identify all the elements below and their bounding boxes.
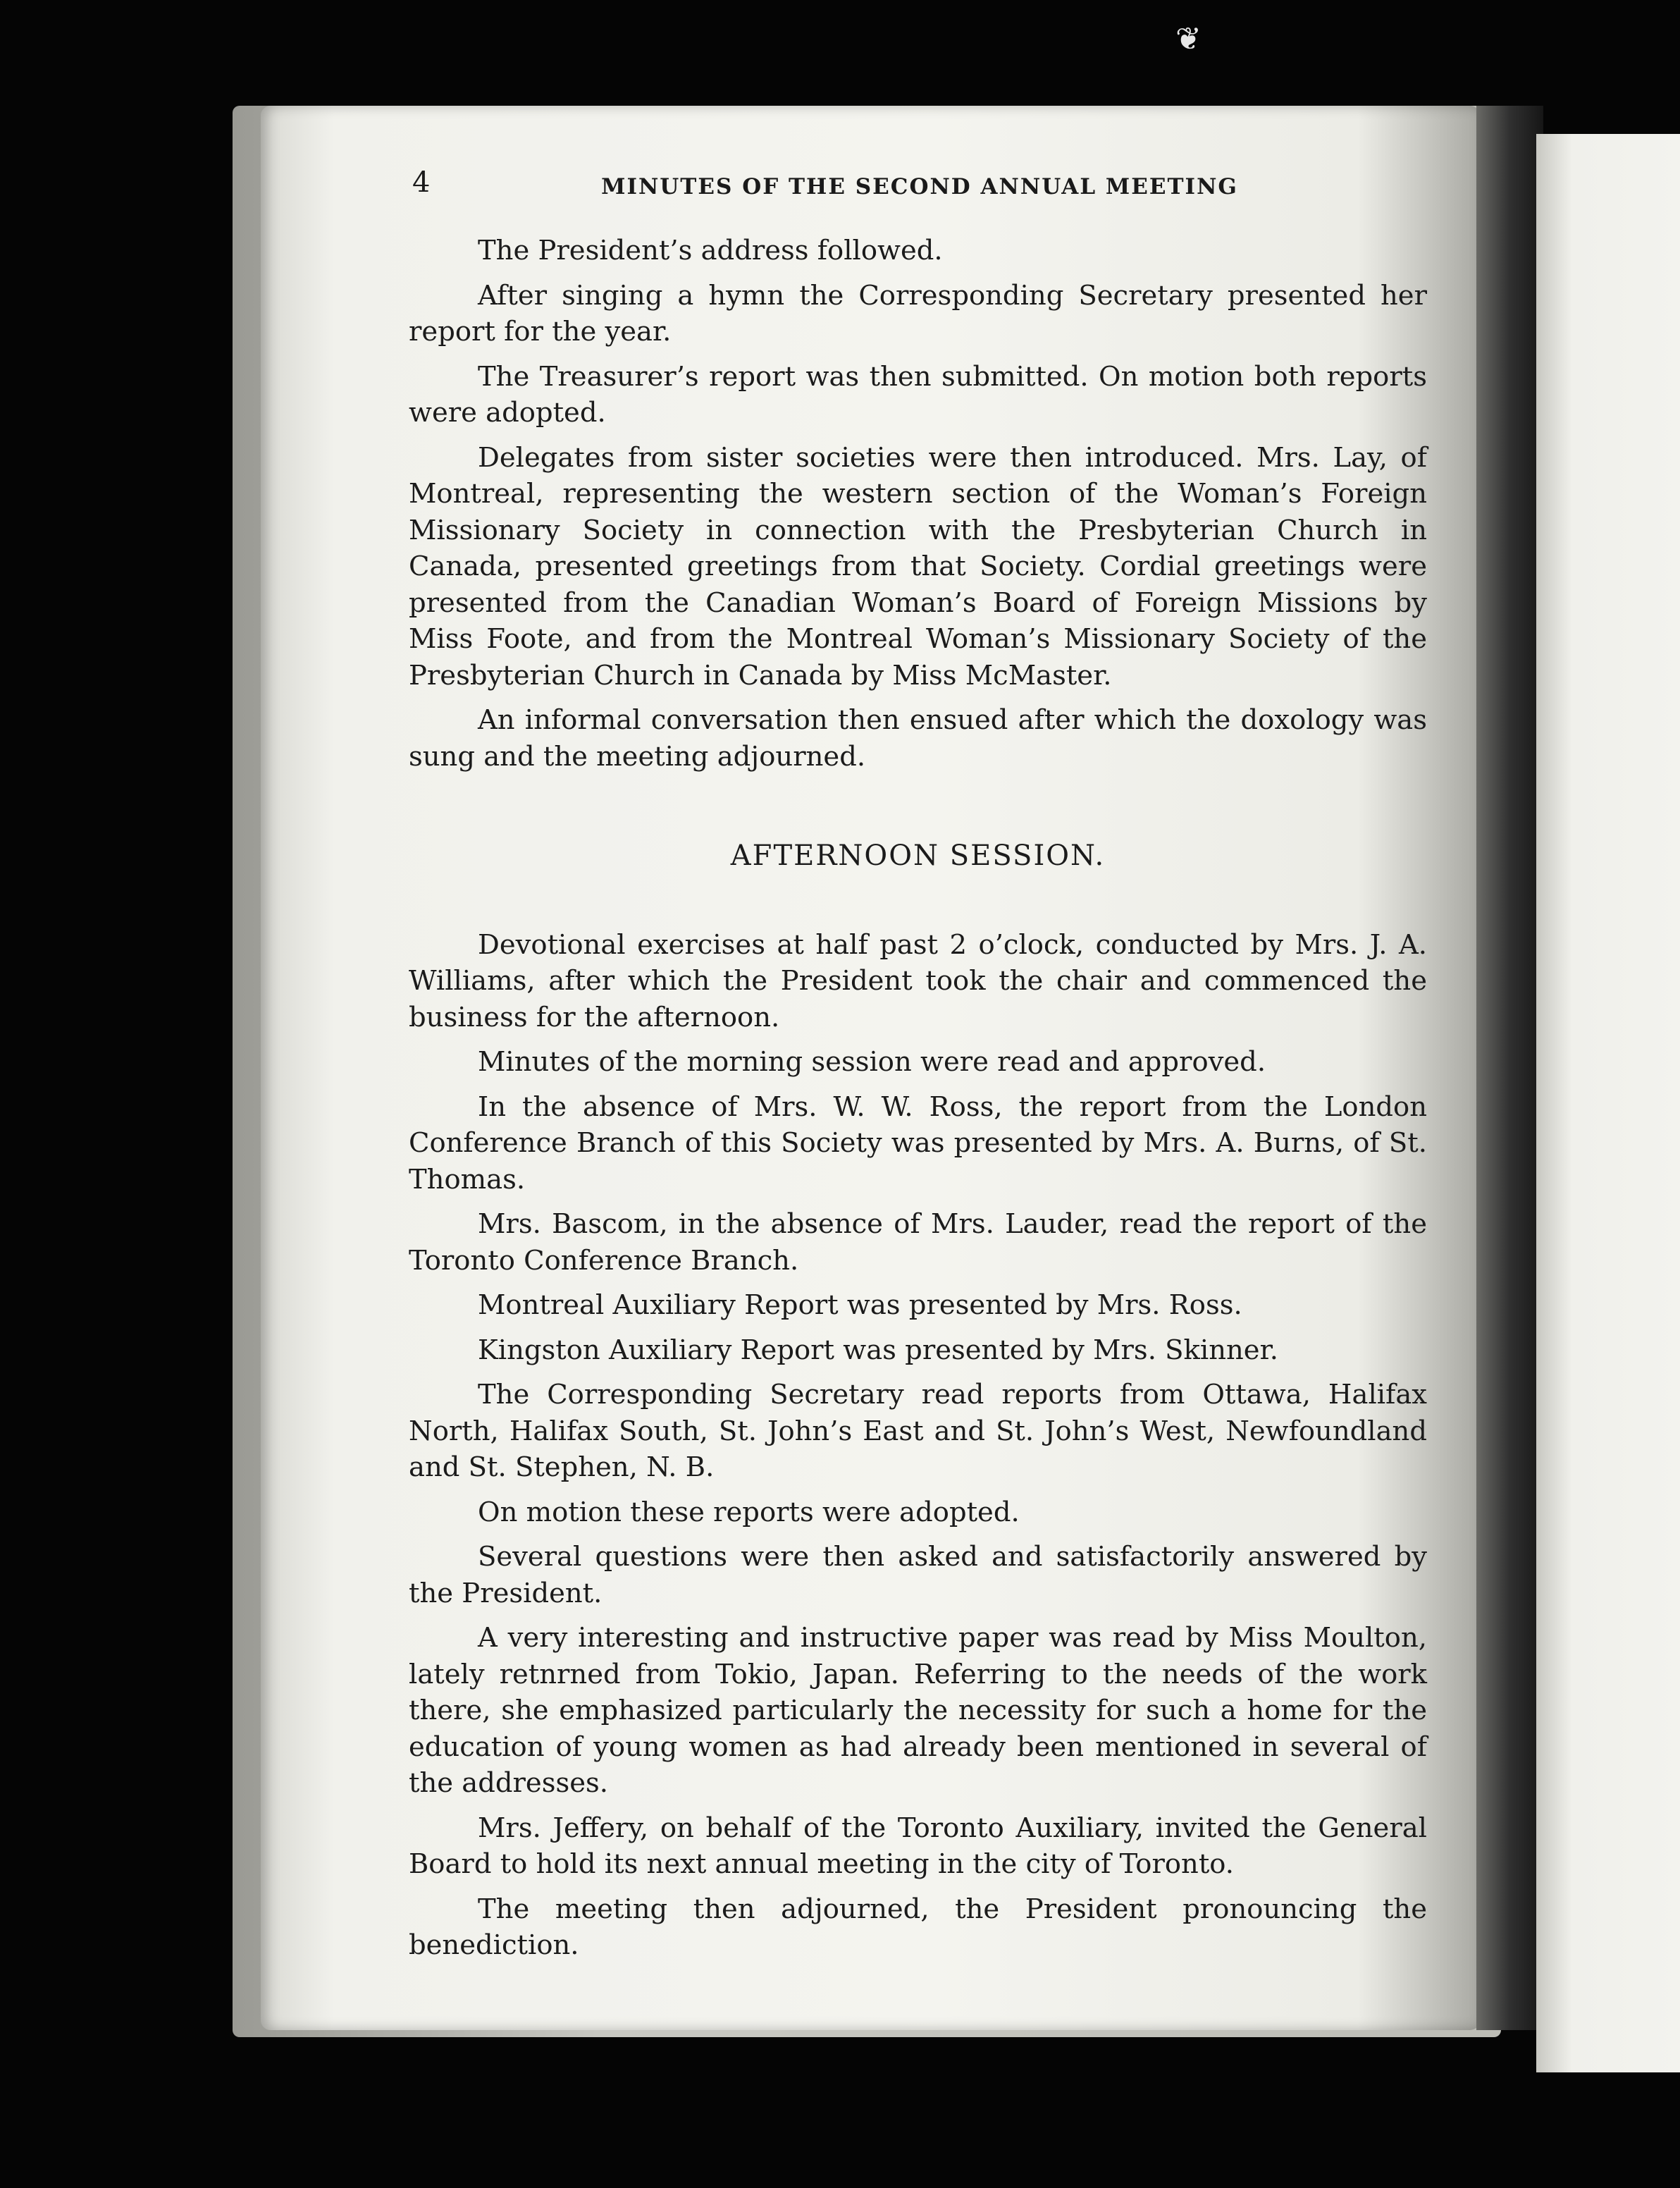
paragraph: After singing a hymn the Corresponding Secretary presented her report for the year.	[409, 279, 1427, 348]
paragraph: The meeting then adjourned, the President pronouncing the benediction.	[409, 1893, 1427, 1961]
paragraph: The President’s address followed.	[478, 235, 943, 266]
section-heading: AFTERNOON SESSION.	[730, 840, 1106, 872]
paragraph: Minutes of the morning session were read and approved.	[478, 1046, 1266, 1078]
margin-mark-icon: ❦	[1175, 21, 1202, 57]
paragraph: Montreal Auxiliary Report was presented by Mrs. Ross.	[478, 1289, 1242, 1321]
paragraph: The Treasurer’s report was then submitted. On motion both reports were adopted.	[409, 360, 1427, 429]
page-body	[409, 233, 1427, 1972]
paragraph: In the absence of Mrs. W. W. Ross, the report from the London Conference Branch of this Society was presented by Mrs. A. Burns, of St. Thomas.	[409, 1090, 1427, 1196]
book-gutter	[1476, 106, 1543, 2030]
afternoon-section	[409, 927, 1427, 1964]
paragraph: The Corresponding Secretary read reports from Ottawa, Halifax North, Halifax South, St. John’s East and St. John’s West, Newfoundland and St. Stephen, N. B.	[409, 1379, 1427, 1483]
morning-section	[409, 233, 1427, 775]
running-head: MINUTES OF THE SECOND ANNUAL MEETING	[601, 174, 1238, 199]
paragraph: A very interesting and instructive paper was read by Miss Moulton, lately retnrned from Tokio, Japan. Referring to the needs of the work there, she emphasized particularly the necessity for such a home for the education of young women as had already been mentioned in several of the addresses.	[409, 1622, 1427, 1799]
paragraph: Mrs. Bascom, in the absence of Mrs. Lauder, read the report of the Toronto Conference Branch.	[409, 1208, 1427, 1277]
paragraph: An informal conversation then ensued after which the doxology was sung and the meeting adjourned.	[409, 704, 1427, 773]
paragraph: Delegates from sister societies were then introduced. Mrs. Lay, of Montreal, representing the western section of the Woman’s Foreign Missionary Society in connection with the Presbyterian Church in Canada, presented greetings from that Society. Cordial greetings were presented from the Canadian Woman’s Board of Foreign Missions by Miss Foote, and from the Montreal Woman’s Missionary Society of the Presbyterian Church in Canada by Miss McMaster.	[409, 441, 1427, 692]
paragraph: Mrs. Jeffery, on behalf of the Toronto Auxiliary, invited the General Board to hold its next annual meeting in the city of Toronto.	[409, 1812, 1427, 1880]
paragraph: On motion these reports were adopted.	[478, 1496, 1020, 1528]
page-right	[1536, 134, 1680, 2072]
paragraph: Several questions were then asked and satisfactorily answered by the President.	[409, 1541, 1427, 1609]
paragraph: Kingston Auxiliary Report was presented by Mrs. Skinner.	[478, 1334, 1278, 1366]
paragraph: Devotional exercises at half past 2 o’clock, conducted by Mrs. J. A. Williams, after which the President took the chair and commenced the business for the afternoon.	[409, 928, 1427, 1033]
page-number: 4	[412, 166, 431, 199]
